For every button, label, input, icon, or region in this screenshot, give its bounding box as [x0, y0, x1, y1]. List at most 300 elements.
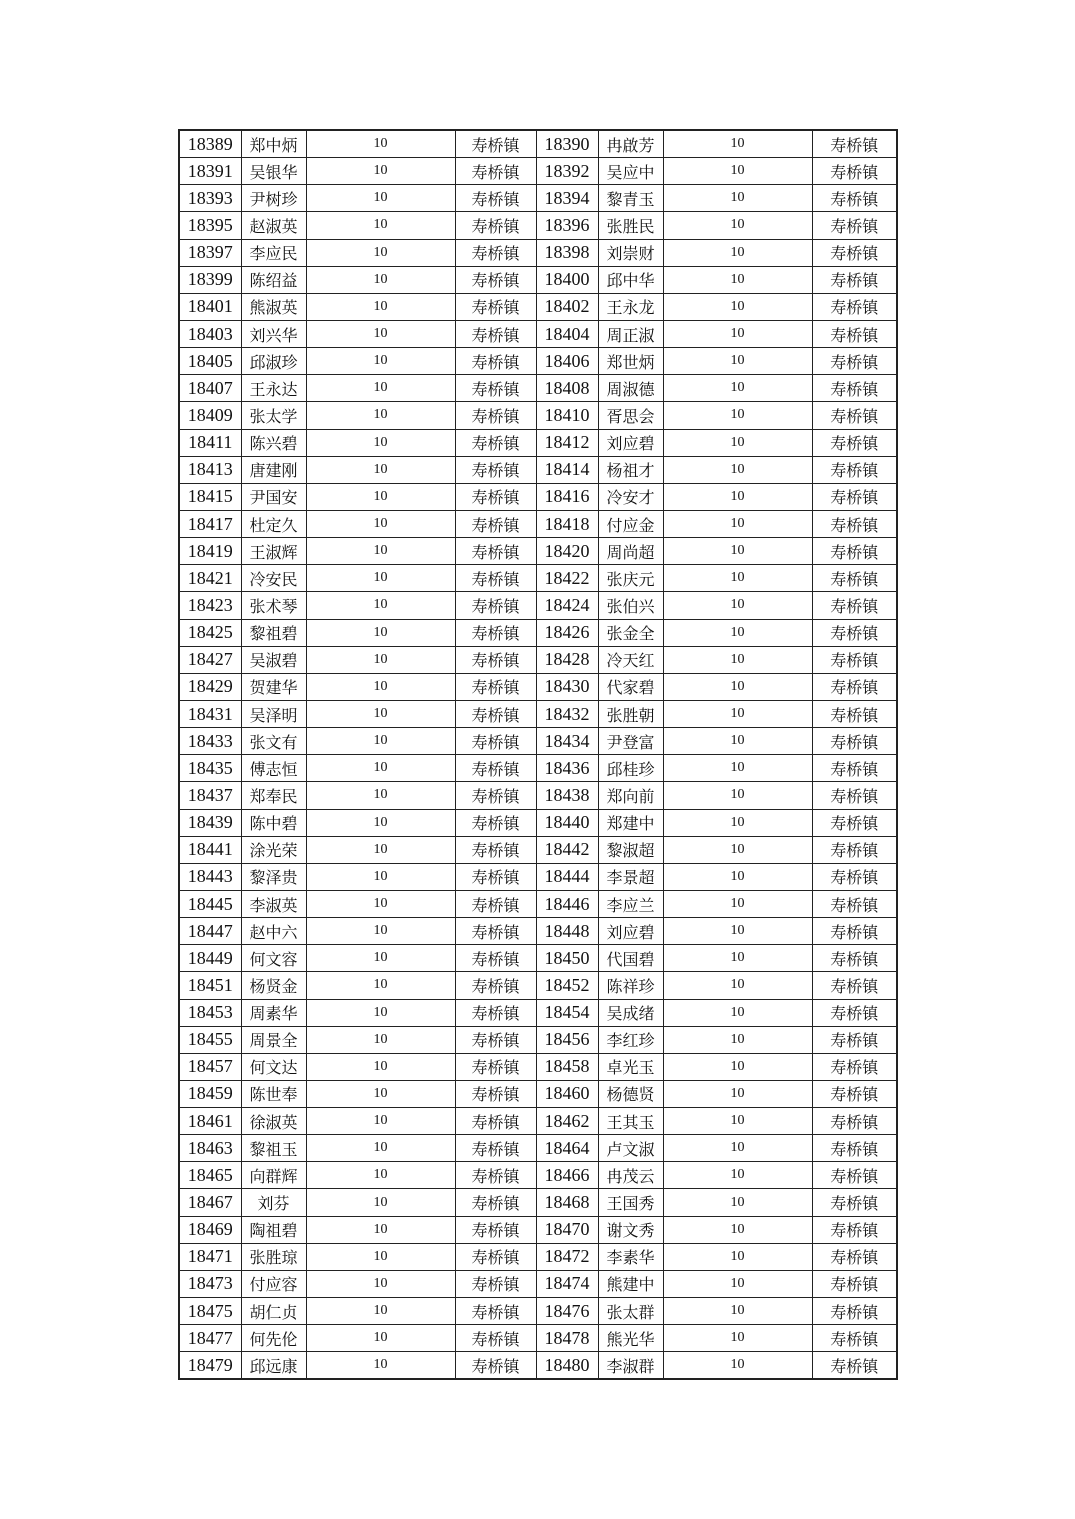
town-name: 寿桥镇: [455, 483, 536, 510]
amount: 10: [663, 863, 812, 890]
town-name: 寿桥镇: [812, 755, 897, 782]
amount: 10: [306, 212, 455, 239]
amount: 10: [306, 185, 455, 212]
table-row: [179, 646, 897, 673]
record-number: 18417: [179, 510, 241, 537]
table-row: [179, 1189, 897, 1216]
record-number: 18402: [536, 293, 598, 320]
table-row: [179, 266, 897, 293]
amount: 10: [663, 700, 812, 727]
table-row: [179, 999, 897, 1026]
record-number: 18457: [179, 1053, 241, 1080]
record-number: 18453: [179, 999, 241, 1026]
table-row: [179, 1352, 897, 1380]
amount: 10: [306, 1162, 455, 1189]
amount: 10: [663, 510, 812, 537]
town-name: 寿桥镇: [455, 999, 536, 1026]
amount: 10: [306, 375, 455, 402]
town-name: 寿桥镇: [812, 510, 897, 537]
amount: 10: [306, 348, 455, 375]
amount: 10: [663, 483, 812, 510]
amount: 10: [306, 918, 455, 945]
record-number: 18405: [179, 348, 241, 375]
amount: 10: [306, 782, 455, 809]
record-number: 18414: [536, 456, 598, 483]
record-number: 18407: [179, 375, 241, 402]
record-number: 18463: [179, 1135, 241, 1162]
amount: 10: [663, 1053, 812, 1080]
record-number: 18455: [179, 1026, 241, 1053]
person-name: 张术琴: [241, 592, 306, 619]
table-row: [179, 836, 897, 863]
record-number: 18447: [179, 918, 241, 945]
amount: 10: [306, 755, 455, 782]
person-name: 代国碧: [598, 945, 663, 972]
amount: 10: [663, 1216, 812, 1243]
table-row: [179, 429, 897, 456]
town-name: 寿桥镇: [812, 1270, 897, 1297]
record-number: 18429: [179, 673, 241, 700]
record-number: 18465: [179, 1162, 241, 1189]
record-number: 18448: [536, 918, 598, 945]
amount: 10: [663, 836, 812, 863]
record-number: 18477: [179, 1325, 241, 1352]
town-name: 寿桥镇: [812, 375, 897, 402]
amount: 10: [306, 972, 455, 999]
amount: 10: [663, 945, 812, 972]
amount: 10: [663, 402, 812, 429]
person-name: 贺建华: [241, 673, 306, 700]
town-name: 寿桥镇: [455, 836, 536, 863]
amount: 10: [306, 863, 455, 890]
person-name: 邱淑珍: [241, 348, 306, 375]
amount: 10: [306, 619, 455, 646]
amount: 10: [663, 565, 812, 592]
record-number: 18451: [179, 972, 241, 999]
amount: 10: [663, 348, 812, 375]
person-name: 冉茂云: [598, 1162, 663, 1189]
record-number: 18397: [179, 239, 241, 266]
record-number: 18442: [536, 836, 598, 863]
record-number: 18411: [179, 429, 241, 456]
record-number: 18396: [536, 212, 598, 239]
record-number: 18437: [179, 782, 241, 809]
record-number: 18473: [179, 1270, 241, 1297]
person-name: 黎祖玉: [241, 1135, 306, 1162]
person-name: 张胜民: [598, 212, 663, 239]
town-name: 寿桥镇: [455, 1243, 536, 1270]
person-name: 刘兴华: [241, 320, 306, 347]
amount: 10: [306, 728, 455, 755]
amount: 10: [663, 728, 812, 755]
amount: 10: [663, 293, 812, 320]
table-row: [179, 782, 897, 809]
record-number: 18444: [536, 863, 598, 890]
person-name: 徐淑英: [241, 1108, 306, 1135]
record-number: 18466: [536, 1162, 598, 1189]
record-number: 18430: [536, 673, 598, 700]
person-name: 何文容: [241, 945, 306, 972]
town-name: 寿桥镇: [812, 1053, 897, 1080]
person-name: 付应容: [241, 1270, 306, 1297]
person-name: 尹登富: [598, 728, 663, 755]
town-name: 寿桥镇: [455, 945, 536, 972]
record-number: 18467: [179, 1189, 241, 1216]
record-number: 18480: [536, 1352, 598, 1380]
table-row: [179, 890, 897, 917]
person-name: 刘芬: [241, 1189, 306, 1216]
person-name: 陈中碧: [241, 809, 306, 836]
amount: 10: [663, 320, 812, 347]
person-name: 刘应碧: [598, 429, 663, 456]
town-name: 寿桥镇: [812, 782, 897, 809]
record-number: 18435: [179, 755, 241, 782]
person-name: 冷安才: [598, 483, 663, 510]
amount: 10: [663, 158, 812, 185]
person-name: 李应民: [241, 239, 306, 266]
amount: 10: [306, 266, 455, 293]
table-row: [179, 185, 897, 212]
town-name: 寿桥镇: [455, 402, 536, 429]
amount: 10: [306, 565, 455, 592]
amount: 10: [306, 1189, 455, 1216]
amount: 10: [306, 999, 455, 1026]
table-row: [179, 456, 897, 483]
town-name: 寿桥镇: [812, 565, 897, 592]
town-name: 寿桥镇: [812, 863, 897, 890]
amount: 10: [306, 1298, 455, 1325]
town-name: 寿桥镇: [455, 755, 536, 782]
person-name: 周正淑: [598, 320, 663, 347]
person-name: 赵淑英: [241, 212, 306, 239]
town-name: 寿桥镇: [812, 212, 897, 239]
record-number: 18404: [536, 320, 598, 347]
town-name: 寿桥镇: [455, 510, 536, 537]
record-number: 18418: [536, 510, 598, 537]
amount: 10: [306, 293, 455, 320]
person-name: 吴泽明: [241, 700, 306, 727]
amount: 10: [306, 456, 455, 483]
record-number: 18389: [179, 130, 241, 158]
person-name: 张太群: [598, 1298, 663, 1325]
person-name: 冷安民: [241, 565, 306, 592]
record-number: 18432: [536, 700, 598, 727]
person-name: 邱桂珍: [598, 755, 663, 782]
town-name: 寿桥镇: [812, 1135, 897, 1162]
town-name: 寿桥镇: [812, 592, 897, 619]
record-number: 18449: [179, 945, 241, 972]
table-row: [179, 972, 897, 999]
table-row: [179, 1108, 897, 1135]
record-number: 18401: [179, 293, 241, 320]
town-name: 寿桥镇: [455, 1080, 536, 1107]
record-number: 18469: [179, 1216, 241, 1243]
person-name: 陶祖碧: [241, 1216, 306, 1243]
amount: 10: [663, 972, 812, 999]
amount: 10: [663, 538, 812, 565]
record-number: 18427: [179, 646, 241, 673]
record-number: 18409: [179, 402, 241, 429]
town-name: 寿桥镇: [455, 185, 536, 212]
person-name: 吴银华: [241, 158, 306, 185]
record-number: 18443: [179, 863, 241, 890]
person-name: 李景超: [598, 863, 663, 890]
town-name: 寿桥镇: [812, 1108, 897, 1135]
record-number: 18458: [536, 1053, 598, 1080]
table-row: [179, 483, 897, 510]
person-name: 王永龙: [598, 293, 663, 320]
town-name: 寿桥镇: [455, 1053, 536, 1080]
record-number: 18439: [179, 809, 241, 836]
amount: 10: [663, 212, 812, 239]
person-name: 何文达: [241, 1053, 306, 1080]
record-number: 18423: [179, 592, 241, 619]
person-name: 赵中六: [241, 918, 306, 945]
amount: 10: [306, 538, 455, 565]
person-name: 张胜朝: [598, 700, 663, 727]
record-number: 18393: [179, 185, 241, 212]
amount: 10: [306, 836, 455, 863]
amount: 10: [663, 619, 812, 646]
town-name: 寿桥镇: [812, 320, 897, 347]
town-name: 寿桥镇: [455, 809, 536, 836]
person-name: 周淑德: [598, 375, 663, 402]
table-row: [179, 212, 897, 239]
record-number: 18406: [536, 348, 598, 375]
amount: 10: [306, 483, 455, 510]
person-name: 周景全: [241, 1026, 306, 1053]
amount: 10: [306, 945, 455, 972]
town-name: 寿桥镇: [812, 402, 897, 429]
record-number: 18420: [536, 538, 598, 565]
town-name: 寿桥镇: [455, 158, 536, 185]
amount: 10: [663, 755, 812, 782]
town-name: 寿桥镇: [455, 348, 536, 375]
town-name: 寿桥镇: [812, 673, 897, 700]
table-row: [179, 1162, 897, 1189]
table-row: [179, 130, 897, 158]
town-name: 寿桥镇: [455, 293, 536, 320]
table-row: [179, 565, 897, 592]
amount: 10: [306, 402, 455, 429]
record-number: 18400: [536, 266, 598, 293]
person-name: 刘应碧: [598, 918, 663, 945]
town-name: 寿桥镇: [455, 538, 536, 565]
record-number: 18413: [179, 456, 241, 483]
person-name: 杨贤金: [241, 972, 306, 999]
person-name: 熊光华: [598, 1325, 663, 1352]
person-name: 谢文秀: [598, 1216, 663, 1243]
record-number: 18472: [536, 1243, 598, 1270]
town-name: 寿桥镇: [812, 1325, 897, 1352]
record-number: 18436: [536, 755, 598, 782]
record-number: 18471: [179, 1243, 241, 1270]
amount: 10: [663, 1080, 812, 1107]
record-number: 18433: [179, 728, 241, 755]
town-name: 寿桥镇: [455, 972, 536, 999]
record-number: 18470: [536, 1216, 598, 1243]
person-name: 黎泽贵: [241, 863, 306, 890]
table-row: [179, 863, 897, 890]
amount: 10: [306, 646, 455, 673]
town-name: 寿桥镇: [455, 1298, 536, 1325]
person-name: 陈祥珍: [598, 972, 663, 999]
record-number: 18395: [179, 212, 241, 239]
amount: 10: [306, 1243, 455, 1270]
table-row: [179, 700, 897, 727]
town-name: 寿桥镇: [455, 918, 536, 945]
town-name: 寿桥镇: [812, 185, 897, 212]
town-name: 寿桥镇: [812, 1216, 897, 1243]
table-row: [179, 402, 897, 429]
town-name: 寿桥镇: [812, 809, 897, 836]
table-row: [179, 239, 897, 266]
town-name: 寿桥镇: [812, 836, 897, 863]
amount: 10: [306, 510, 455, 537]
table-row: [179, 619, 897, 646]
record-number: 18419: [179, 538, 241, 565]
person-name: 李淑群: [598, 1352, 663, 1380]
record-number: 18426: [536, 619, 598, 646]
town-name: 寿桥镇: [812, 1298, 897, 1325]
record-number: 18462: [536, 1108, 598, 1135]
amount: 10: [663, 429, 812, 456]
town-name: 寿桥镇: [812, 1080, 897, 1107]
person-name: 熊淑英: [241, 293, 306, 320]
person-name: 陈世奉: [241, 1080, 306, 1107]
town-name: 寿桥镇: [455, 1026, 536, 1053]
town-name: 寿桥镇: [455, 375, 536, 402]
town-name: 寿桥镇: [455, 890, 536, 917]
table-row: [179, 1243, 897, 1270]
town-name: 寿桥镇: [812, 348, 897, 375]
table-row: [179, 375, 897, 402]
amount: 10: [663, 673, 812, 700]
amount: 10: [663, 1270, 812, 1297]
town-name: 寿桥镇: [812, 1162, 897, 1189]
person-name: 熊建中: [598, 1270, 663, 1297]
amount: 10: [306, 1270, 455, 1297]
town-name: 寿桥镇: [455, 212, 536, 239]
town-name: 寿桥镇: [455, 429, 536, 456]
town-name: 寿桥镇: [812, 700, 897, 727]
person-name: 张文有: [241, 728, 306, 755]
amount: 10: [663, 375, 812, 402]
town-name: 寿桥镇: [455, 646, 536, 673]
person-name: 代家碧: [598, 673, 663, 700]
amount: 10: [306, 1026, 455, 1053]
amount: 10: [306, 429, 455, 456]
record-number: 18438: [536, 782, 598, 809]
record-number: 18415: [179, 483, 241, 510]
town-name: 寿桥镇: [812, 1352, 897, 1380]
table-row: [179, 592, 897, 619]
person-name: 尹树珍: [241, 185, 306, 212]
amount: 10: [663, 1325, 812, 1352]
town-name: 寿桥镇: [455, 130, 536, 158]
person-name: 杨德贤: [598, 1080, 663, 1107]
amount: 10: [306, 809, 455, 836]
record-number: 18446: [536, 890, 598, 917]
person-name: 周素华: [241, 999, 306, 1026]
person-name: 邱中华: [598, 266, 663, 293]
person-name: 郑中炳: [241, 130, 306, 158]
person-name: 郑奉民: [241, 782, 306, 809]
table-row: [179, 1325, 897, 1352]
record-number: 18464: [536, 1135, 598, 1162]
person-name: 黎青玉: [598, 185, 663, 212]
person-name: 杜定久: [241, 510, 306, 537]
person-name: 李素华: [598, 1243, 663, 1270]
table-row: [179, 1270, 897, 1297]
amount: 10: [306, 673, 455, 700]
record-number: 18392: [536, 158, 598, 185]
person-name: 张太学: [241, 402, 306, 429]
town-name: 寿桥镇: [812, 1243, 897, 1270]
record-number: 18479: [179, 1352, 241, 1380]
record-number: 18475: [179, 1298, 241, 1325]
person-name: 刘崇财: [598, 239, 663, 266]
person-name: 邱远康: [241, 1352, 306, 1380]
town-name: 寿桥镇: [455, 1270, 536, 1297]
amount: 10: [663, 1162, 812, 1189]
amount: 10: [663, 266, 812, 293]
amount: 10: [663, 999, 812, 1026]
person-name: 郑世炳: [598, 348, 663, 375]
amount: 10: [663, 646, 812, 673]
record-number: 18459: [179, 1080, 241, 1107]
record-number: 18441: [179, 836, 241, 863]
town-name: 寿桥镇: [812, 728, 897, 755]
roster-table: [178, 129, 898, 1380]
person-name: 冷天红: [598, 646, 663, 673]
person-name: 李淑英: [241, 890, 306, 917]
town-name: 寿桥镇: [455, 673, 536, 700]
table-row: [179, 809, 897, 836]
record-number: 18461: [179, 1108, 241, 1135]
town-name: 寿桥镇: [455, 456, 536, 483]
record-number: 18452: [536, 972, 598, 999]
amount: 10: [663, 185, 812, 212]
record-number: 18476: [536, 1298, 598, 1325]
town-name: 寿桥镇: [455, 592, 536, 619]
record-number: 18422: [536, 565, 598, 592]
person-name: 傅志恒: [241, 755, 306, 782]
record-number: 18394: [536, 185, 598, 212]
amount: 10: [306, 890, 455, 917]
amount: 10: [306, 1080, 455, 1107]
record-number: 18390: [536, 130, 598, 158]
person-name: 唐建刚: [241, 456, 306, 483]
person-name: 黎淑超: [598, 836, 663, 863]
person-name: 卓光玉: [598, 1053, 663, 1080]
town-name: 寿桥镇: [455, 700, 536, 727]
amount: 10: [306, 320, 455, 347]
table-row: [179, 1053, 897, 1080]
town-name: 寿桥镇: [455, 239, 536, 266]
record-number: 18454: [536, 999, 598, 1026]
town-name: 寿桥镇: [812, 266, 897, 293]
record-number: 18398: [536, 239, 598, 266]
person-name: 王淑辉: [241, 538, 306, 565]
town-name: 寿桥镇: [812, 456, 897, 483]
record-number: 18412: [536, 429, 598, 456]
person-name: 王其玉: [598, 1108, 663, 1135]
town-name: 寿桥镇: [455, 1216, 536, 1243]
person-name: 郑建中: [598, 809, 663, 836]
person-name: 李应兰: [598, 890, 663, 917]
person-name: 郑向前: [598, 782, 663, 809]
